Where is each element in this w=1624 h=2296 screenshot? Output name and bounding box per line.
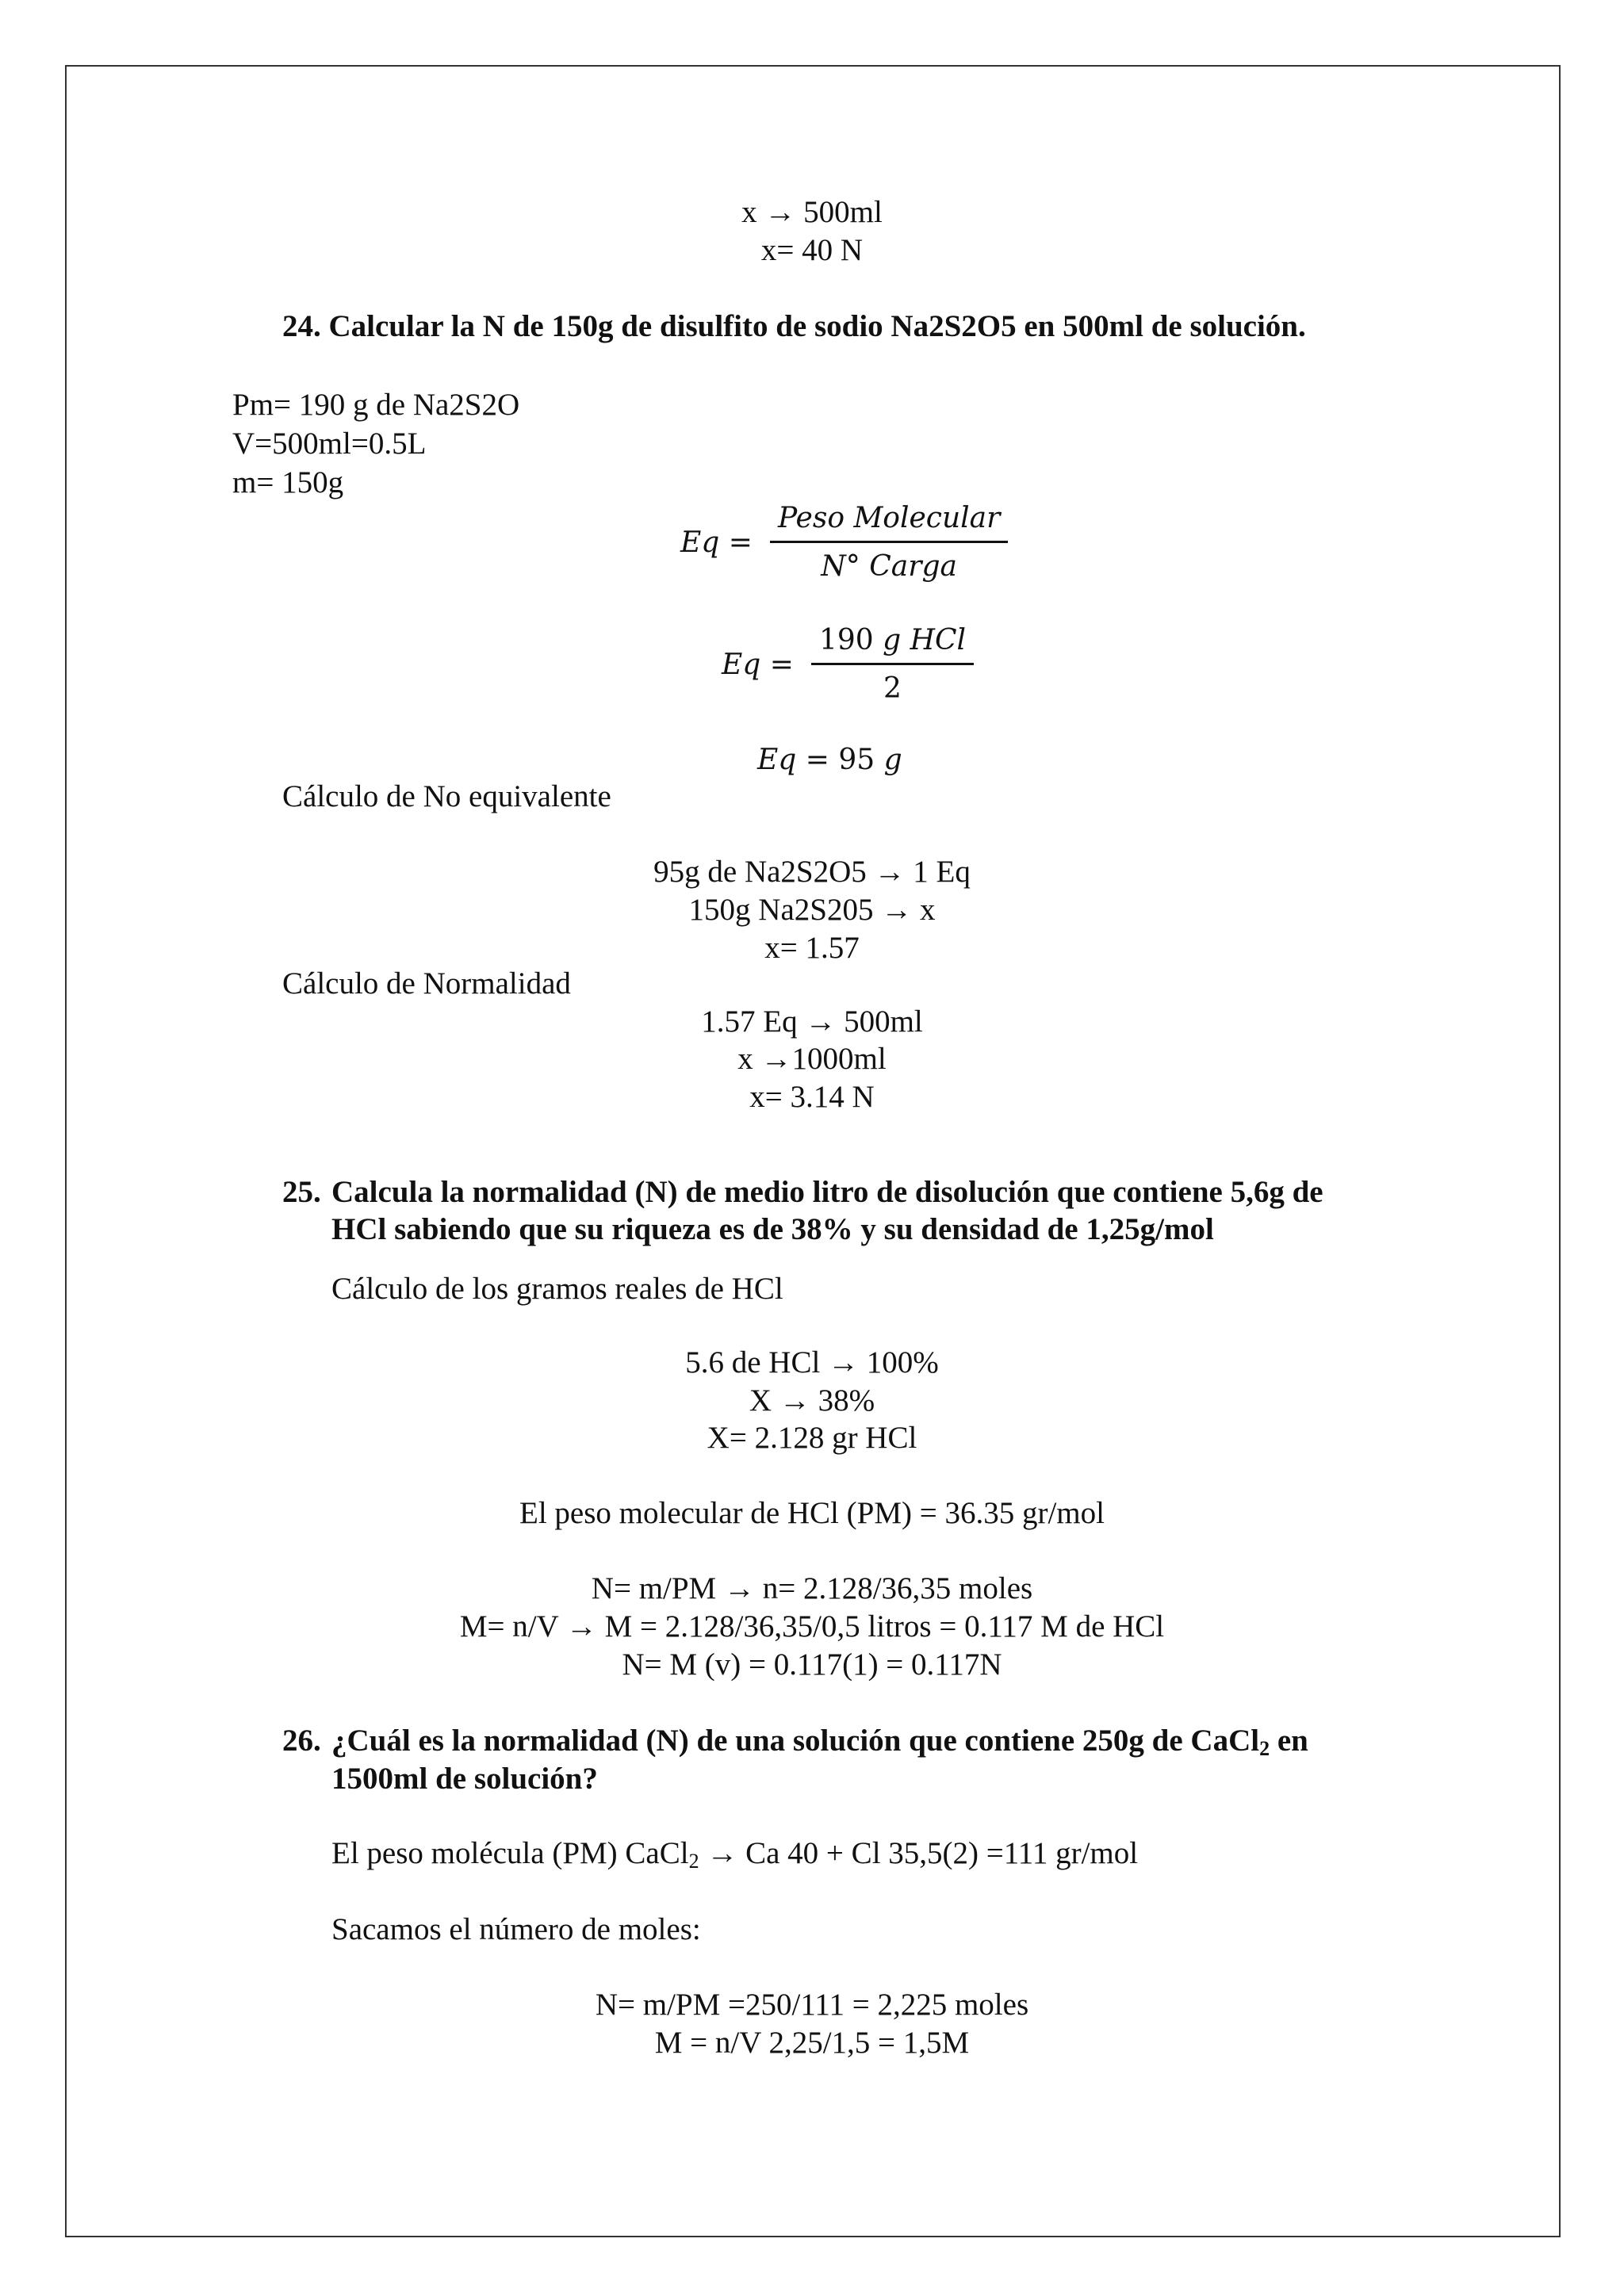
normality-line-1: 1.57 Eq → 500ml <box>701 1004 923 1039</box>
problem-26-title-line-1 <box>331 1722 1308 1760</box>
problem-26-number: 26. <box>282 1724 321 1758</box>
problem-25-title-line-1: Calcula la normalidad (N) de medio litro de disolución que contiene 5,6g de <box>331 1175 1323 1209</box>
prev-line-1: x → 500ml <box>741 195 883 229</box>
given-volume: V=500ml=0.5L <box>232 427 427 461</box>
normality-line-3: x= 3.14 N <box>749 1080 875 1114</box>
pm-text: El peso molécula (PM) CaCl <box>331 1836 689 1870</box>
equivalent-line-1: 95g de Na2S2O5 → 1 Eq <box>653 855 971 889</box>
problem-25-line-1: 5.6 de HCl → 100% <box>685 1345 939 1380</box>
formula-lhs: Eq = <box>680 526 753 559</box>
problem-26-calc-2: M = n/V 2,25/1,5 = 1,5M <box>654 2026 970 2060</box>
problem-25-number: 25. <box>282 1175 321 1209</box>
equivalent-result <box>757 741 902 779</box>
problem-26-molecular-weight <box>331 1835 1138 1873</box>
problem-25-title-line-2: HCl sabiendo que su riqueza es de 38% y su densidad de 1,25g/mol <box>331 1212 1214 1246</box>
formula-denominator: N° Carga <box>821 550 957 583</box>
equivalent-formula <box>680 501 1008 584</box>
problem-25-calc-2: M= n/V → M = 2.128/36,35/0,5 litros = 0.117 M de HCl <box>459 1609 1165 1644</box>
equivalent-heading: Cálculo de No equivalente <box>282 779 611 813</box>
result-value: 95 <box>838 744 875 776</box>
title-text: ¿Cuál es la normalidad (N) de una solución que contiene 250g de CaCl <box>331 1724 1260 1758</box>
normality-line-2: x →1000ml <box>737 1042 887 1076</box>
substitution-denominator: 2 <box>883 672 902 705</box>
problem-26-title-line-2: 1500ml de solución? <box>331 1762 598 1796</box>
problem-25-calc-1: N= m/PM → n= 2.128/36,35 moles <box>591 1571 1033 1605</box>
substitution-numerator-unit: g HCl <box>883 624 967 656</box>
title-text-end: en <box>1270 1724 1308 1758</box>
equivalent-line-3: x= 1.57 <box>764 931 860 965</box>
given-molar-mass: Pm= 190 g de Na2S2O <box>232 388 520 422</box>
prev-result: x= 40 N <box>760 233 864 267</box>
molecular-weight-line: El peso molecular de HCl (PM) = 36.35 gr/mol <box>519 1496 1105 1530</box>
substitution-numerator-value: 190 <box>818 624 874 656</box>
pm-text-end: → Ca 40 + Cl 35,5(2) =111 gr/mol <box>699 1836 1139 1870</box>
problem-25-calc-3: N= M (v) = 0.117(1) = 0.117N <box>622 1647 1002 1682</box>
problem-25-line-2: X → 38% <box>749 1383 875 1418</box>
result-unit: g <box>883 744 902 776</box>
given-mass: m= 150g <box>232 465 344 499</box>
problem-26-calc-1: N= m/PM =250/111 = 2,225 moles <box>595 1988 1029 2022</box>
problem-24-title: 24. Calcular la N de 150g de disulfito de sodio Na2S2O5 en 500ml de solución. <box>282 309 1306 343</box>
result-lhs: Eq = <box>757 744 829 776</box>
equivalent-substitution <box>722 623 974 706</box>
problem-25-line-3: X= 2.128 gr HCl <box>707 1421 917 1455</box>
subscript: 2 <box>1259 1737 1270 1760</box>
subscript: 2 <box>688 1850 699 1873</box>
problem-25-heading: Cálculo de los gramos reales de HCl <box>331 1272 783 1306</box>
substitution-lhs: Eq = <box>722 649 794 681</box>
moles-heading: Sacamos el número de moles: <box>331 1912 701 1946</box>
equivalent-line-2: 150g Na2S205 → x <box>688 893 936 927</box>
formula-numerator: Peso Molecular <box>777 502 1001 534</box>
normality-heading: Cálculo de Normalidad <box>282 966 571 1001</box>
